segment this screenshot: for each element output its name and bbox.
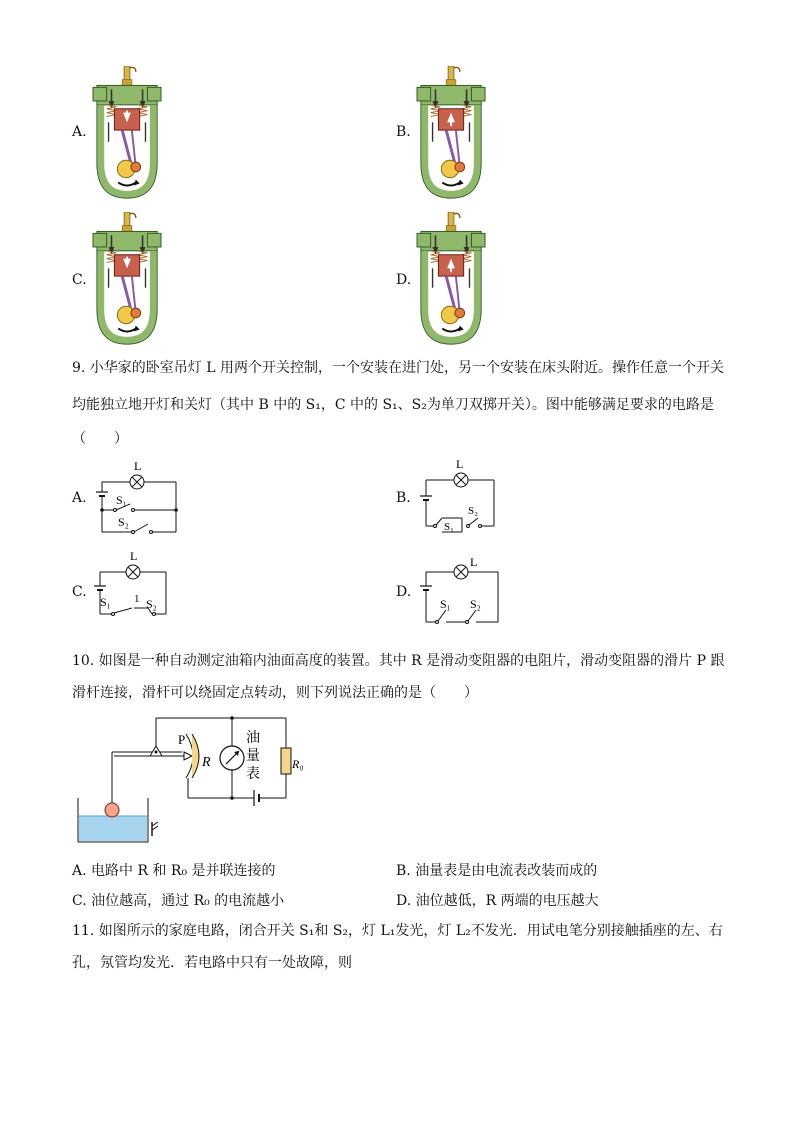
option-d-label: D. bbox=[396, 272, 412, 288]
q10-text-line2: 滑杆连接，滑杆可以绕固定点转动，则下列说法正确的是（ ） bbox=[72, 685, 478, 701]
q11-text-line2: 孔，氖管均发光．若电路中只有一处故障，则 bbox=[72, 955, 352, 971]
q10-meter-char2: 量 bbox=[246, 749, 260, 764]
q9c-s2-label: S₂ bbox=[146, 597, 157, 611]
q10-r-label: R bbox=[202, 755, 211, 770]
q9a-s1-label: S₁ bbox=[116, 493, 127, 507]
q9d-lamp-label: L bbox=[470, 555, 478, 569]
q10-option-d: D. 油位越低，R 两端的电压越大 bbox=[396, 893, 599, 909]
q10-option-b: B. 油量表是由电流表改装而成的 bbox=[396, 863, 598, 879]
engine-diagram-b bbox=[416, 66, 488, 202]
q9a-lamp-label: L bbox=[134, 459, 142, 473]
q10-oil-gauge-diagram bbox=[74, 712, 304, 848]
q9-circuit-b bbox=[418, 456, 498, 536]
q9-circuit-d bbox=[418, 552, 502, 626]
option-b-label: B. bbox=[396, 124, 411, 140]
q9-text-line1: 9. 小华家的卧室吊灯 L 用两个开关控制，一个安装在进门处，另一个安装在床头附近。操作任意一个开关 bbox=[72, 360, 725, 376]
q9-circuit-c bbox=[92, 548, 172, 622]
q9-option-c-label: C. bbox=[72, 584, 87, 600]
q10-text-line1: 10. 如图是一种自动测定油箱内油面高度的装置。其中 R 是滑动变阻器的电阻片，滑动变阻器的滑片 P 跟 bbox=[72, 653, 725, 669]
q9a-s2-label: S₂ bbox=[118, 515, 129, 529]
q9-option-b-label: B. bbox=[396, 490, 411, 506]
q10-meter-char1: 油 bbox=[246, 731, 260, 746]
q9b-lamp-label: L bbox=[456, 457, 464, 471]
q9d-s1-label: S₁ bbox=[440, 597, 451, 611]
q10-option-a: A. 电路中 R 和 R₀ 是并联连接的 bbox=[72, 863, 276, 879]
engine-diagram-d bbox=[416, 212, 488, 348]
q10-meter-char3: 表 bbox=[246, 767, 260, 782]
q9-option-d-label: D. bbox=[396, 584, 412, 600]
q9c-s1-label: S₁ bbox=[100, 595, 111, 609]
q11-text-line1: 11. 如图所示的家庭电路，闭合开关 S₁和 S₂，灯 L₁发光，灯 L₂不发光．用试电笔分别接触插座的左、右 bbox=[72, 923, 723, 939]
q9c-lamp-label: L bbox=[130, 549, 138, 563]
q9c-contact-label: 1 bbox=[134, 593, 140, 605]
q9b-s2-label: S₂ bbox=[468, 505, 478, 517]
option-c-label: C. bbox=[72, 272, 87, 288]
q10-p-label: P bbox=[178, 732, 186, 747]
q9-option-a-label: A. bbox=[72, 490, 87, 506]
engine-diagram-c bbox=[92, 212, 164, 348]
option-a-label: A. bbox=[72, 124, 87, 140]
q9-circuit-a bbox=[92, 458, 182, 534]
q9-bracket: （ ） bbox=[72, 431, 128, 447]
engine-diagram-a bbox=[92, 66, 164, 202]
q9d-s2-label: S₂ bbox=[470, 597, 481, 611]
q10-option-c: C. 油位越高，通过 R₀ 的电流越小 bbox=[72, 893, 285, 909]
q9-text-line2: 均能独立地开灯和关灯（其中 B 中的 S₁，C 中的 S₁、S₂为单刀双掷开关）。图中能够满足要求的电路是 bbox=[72, 397, 714, 413]
q10-r0-label: R₀ bbox=[292, 757, 304, 771]
q9b-s1-label: S₁ bbox=[444, 521, 454, 533]
